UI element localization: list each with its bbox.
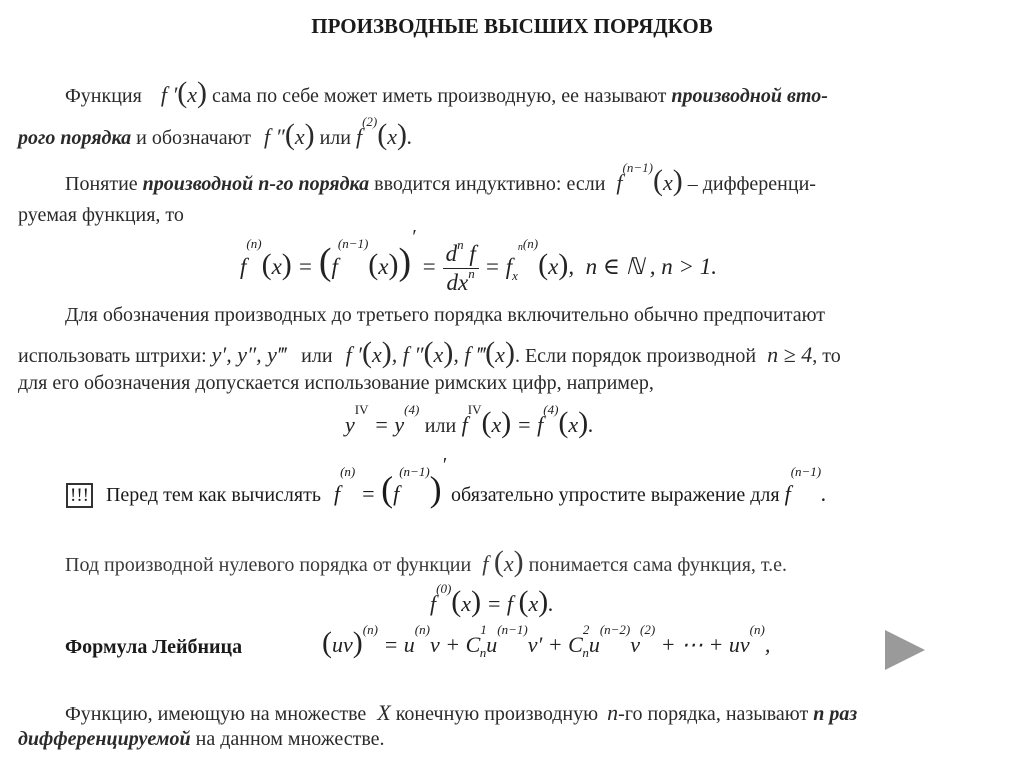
roman-numeral-formula: $y^{IV} = y^{(4)}$ или $f^{IV}(x) = f^{(4)}(x)$.	[345, 402, 594, 439]
text: Функция	[65, 85, 142, 107]
formula: y′, y″, y‴	[211, 342, 287, 367]
paragraph-second-line-2: руемая функция, то	[18, 204, 184, 226]
paragraph-third-line-3: для его обозначения допускается использование римских цифр, например,	[18, 372, 654, 394]
text: и обозначают	[136, 127, 252, 149]
zero-order-formula: $f^{(0)}(x) = f$ (x).	[430, 581, 554, 618]
paragraph-second-line: Понятие производной n-го порядка вводится индуктивно: если $f^{(n-1)}(x)$ – дифференци-	[65, 160, 816, 197]
paragraph-first-line	[65, 76, 828, 110]
nth-derivative-formula: $f^{(n)}(x) = (f^{(n-1)}(x))'$ = $\frac{d^n f}{dx^n}$ = $f_{x^n}^{(n)}(x)$, n ∈ ℕ , n > 1.	[240, 226, 718, 296]
exclamation-marker: !!!	[66, 483, 93, 508]
text: сама по себе может иметь производную, ее называют	[212, 85, 667, 107]
formula: n ≥ 4	[767, 342, 813, 367]
text: Понятие	[65, 173, 138, 195]
text: или	[424, 415, 457, 437]
formula: $f^{(n-1)}(x)$	[616, 160, 683, 197]
text-emph: дифференцируемой	[18, 728, 191, 750]
text-emph: рого порядка	[18, 127, 132, 149]
text-emph: производной вто-	[671, 85, 828, 107]
text: -го порядка, называют	[618, 703, 809, 725]
formula: f ′(x)	[160, 76, 208, 109]
text: конечную производную	[395, 703, 599, 725]
formula: n	[607, 700, 619, 725]
paragraph-first-line-2	[18, 114, 413, 152]
paragraph-third-line: Для обозначения производных до третьего порядка включительно обычно предпочитают	[65, 304, 826, 326]
formula: $f^{(n)} = (f^{(n-1)})'$	[333, 454, 447, 509]
text: понимается сама функция, т.е.	[528, 554, 788, 576]
next-slide-arrow-icon[interactable]	[885, 630, 925, 670]
formula: f ″(x)	[264, 118, 315, 151]
paragraph-third-line-2	[18, 336, 841, 370]
text: обязательно упростите выражение для	[451, 484, 780, 506]
text: Перед тем как вычислять	[105, 484, 321, 506]
formula: f ′(x), f ″(x), f ‴(x)	[345, 336, 515, 369]
text: – дифференци-	[687, 173, 816, 195]
paragraph-final-2	[18, 728, 385, 751]
formula: f (x)	[482, 545, 524, 578]
text-emph: n раз	[813, 703, 858, 725]
text: , то	[812, 345, 841, 367]
text: или	[319, 127, 351, 149]
paragraph-zero-order	[65, 545, 787, 579]
note-line	[66, 454, 827, 510]
text-emph: производной	[142, 173, 254, 195]
paragraph-final	[65, 700, 857, 726]
text: или	[301, 345, 333, 367]
formula: $f^{(n-1)}$.	[784, 464, 827, 506]
formula: X	[377, 700, 391, 725]
text: . Если порядок производной	[514, 345, 757, 367]
leibniz-label: Формула Лейбница	[65, 636, 243, 658]
leibniz-formula: $(uv)^{(n)} = u^{(n)}v + C^1_nu^{(n-1)}v' + C^2_nu^{(n-2)}v^{(2)}$ + ⋯ + $uv^{(n)}$,	[322, 622, 771, 661]
text: Функцию, имеющую на множестве	[65, 703, 367, 725]
page-title: ПРОИЗВОДНЫЕ ВЫСШИХ ПОРЯДКОВ	[311, 14, 713, 38]
text: использовать штрихи:	[18, 345, 207, 367]
formula: $f^{(2)}(x)$.	[355, 114, 413, 151]
text: вводится индуктивно: если	[374, 173, 606, 195]
text: на данном множестве.	[195, 728, 385, 750]
text: Под производной нулевого порядка от функции	[65, 554, 472, 576]
text-emph: -го порядка	[269, 173, 370, 195]
